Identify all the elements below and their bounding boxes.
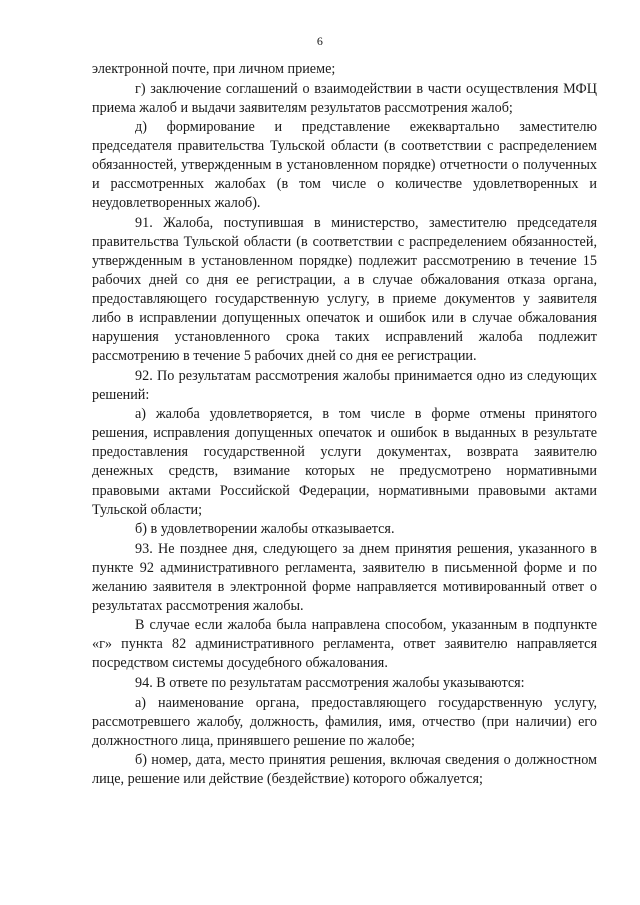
paragraph-continuation: электронной почте, при личном приеме; xyxy=(92,61,336,77)
paragraph-94-b: б) номер, дата, место принятия решения, включая сведения о должностном лице, решение или действие (бездействие) которого обжалуется; xyxy=(92,752,597,788)
paragraph-92-a: а) жалоба удовлетворяется, в том числе в форме отмены принятого решения, исправления допущенных опечаток и ошибок в выданных в результате предоставления государственной услуги документах, возврата заявителю денежных средств, взимание которых не предусмотрено нормативными правовыми актами Российской Федерации, нормативными правовыми актами Тульской области; xyxy=(92,406,597,518)
paragraph-92-b: б) в удовлетворении жалобы отказывается. xyxy=(135,521,395,538)
paragraph-item-g: г) заключение соглашений о взаимодействии в части осуществления МФЦ приема жалоб и выдачи заявителям результатов рассмотрения жалоб; xyxy=(92,80,597,116)
paragraph-93: 93. Не позднее дня, следующего за днем принятия решения, указанного в пункте 92 административного регламента, заявителю в письменной форме и по желанию заявителя в электронной форме направляется мотивированный ответ о результатах рассмотрения жалобы. xyxy=(92,540,597,614)
document-body xyxy=(92,60,597,789)
paragraph-item-d: д) формирование и представление ежеквартально заместителю председателя правительства Тульской области (в соответствии с распределением обязанностей, утвержденным в установленном порядке) отчетности о полученных и рассмотренных жалобах (в том числе о количестве удовлетворенных и неудовлетворенных жалоб). xyxy=(92,119,597,212)
paragraph-93-note: В случае если жалоба была направлена способом, указанным в подпункте «г» пункта 82 административного регламента, ответ заявителю направляется посредством системы досудебного обжалования. xyxy=(92,617,597,672)
page-number: 6 xyxy=(316,34,324,48)
paragraph-94: 94. В ответе по результатам рассмотрения жалобы указываются: xyxy=(135,675,525,691)
paragraph-92: 92. По результатам рассмотрения жалобы принимается одно из следующих решений: xyxy=(92,367,597,403)
paragraph-94-a: а) наименование органа, предоставляющего государственную услугу, рассмотревшего жалобу, должность, фамилия, имя, отчество (при наличии) его должностного лица, принявшего решение по жалобе; xyxy=(92,694,597,749)
paragraph-91: 91. Жалоба, поступившая в министерство, заместителю председателя правительства Тульской области (в соответствии с распределением обязанностей, утвержденным в установленном порядке) подлежит рассмотрению в течение 15 рабочих дней со дня ее регистрации, а в случае обжалования отказа органа, предоставляющего государственную услугу, в приеме документов у заявителя либо в исправлении допущенных опечаток и ошибок или в случае обжалования нарушения установленного срока таких исправлений жалоба подлежит рассмотрению в течение 5 рабочих дней со дня ее регистрации. xyxy=(92,214,597,365)
